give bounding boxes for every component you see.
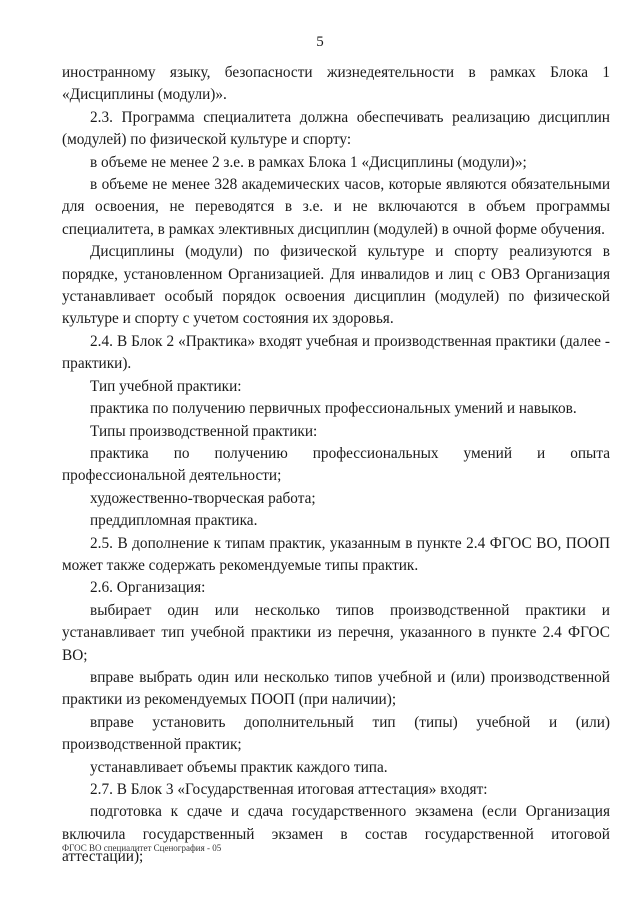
paragraph: подготовка к сдаче и сдача государственного экзамена (если Организация включила государственный экзамен в состав государственной итоговой аттестации);	[62, 803, 610, 866]
paragraph: вправе выбрать один или несколько типов учебной и (или) производственной практики из рекомендуемых ПООП (при наличии);	[62, 668, 610, 709]
paragraph: в объеме не менее 2 з.е. в рамках Блока 1 «Дисциплины (модули)»;	[90, 153, 527, 171]
paragraph: вправе установить дополнительный тип (типы) учебной и (или) производственной практик;	[62, 713, 610, 754]
paragraph: иностранному языку, безопасности жизнедеятельности в рамках Блока 1 «Дисциплины (модули)».	[62, 64, 610, 104]
paragraph: 2.4. В Блок 2 «Практика» входят учебная и производственная практики (далее - практики).	[62, 332, 610, 373]
paragraph: в объеме не менее 328 академических часов, которые являются обязательными для освоения, не переводятся в з.е. и не включаются в объем программы специалитета, в рамках элективных дисциплин (модулей) в очной форме обучения.	[62, 176, 610, 238]
paragraph: практика по получению первичных профессиональных умений и навыков.	[90, 400, 577, 418]
paragraph: Дисциплины (модули) по физической культуре и спорту реализуются в порядке, установленном Организацией. Для инвалидов и лиц с ОВЗ Организация устанавливает особый порядок освоения дисциплин (модулей) по физической культуре и спорту с учетом состояния их здоровья.	[62, 243, 610, 328]
document-body	[62, 62, 610, 869]
paragraph: 2.5. В дополнение к типам практик, указанным в пункте 2.4 ФГОС ВО, ПООП может также содержать рекомендуемые типы практик.	[62, 534, 610, 574]
footer-note: ФГОС ВО специалитет Сценография - 05	[62, 843, 222, 853]
paragraph: выбирает один или несколько типов производственной практики и устанавливает тип учебной практики из перечня, указанного в пункте 2.4 ФГОС ВО;	[62, 601, 610, 664]
paragraph: Тип учебной практики:	[90, 377, 242, 395]
paragraph: 2.3. Программа специалитета должна обеспечивать реализацию дисциплин (модулей) по физической культуре и спорту:	[62, 108, 610, 149]
page-number: 5	[316, 34, 324, 50]
paragraph: художественно-творческая работа;	[90, 489, 316, 507]
paragraph: практика по получению профессиональных умений и опыта профессиональной деятельности;	[62, 444, 610, 485]
paragraph: 2.6. Организация:	[90, 579, 206, 597]
paragraph: Типы производственной практики:	[90, 422, 318, 440]
paragraph: устанавливает объемы практик каждого типа.	[90, 758, 388, 776]
paragraph: преддипломная практика.	[90, 512, 258, 530]
paragraph: 2.7. В Блок 3 «Государственная итоговая аттестация» входят:	[90, 781, 488, 798]
